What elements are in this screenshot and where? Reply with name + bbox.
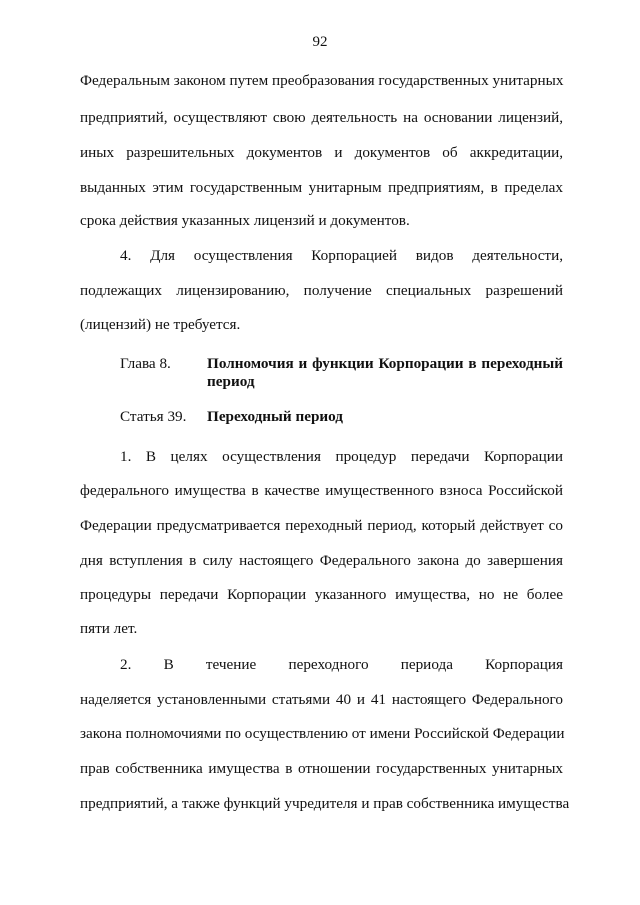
chapter-title-continued: период (207, 373, 255, 390)
page-number: 92 (312, 34, 328, 50)
text-line: дня вступления в силу настоящего Федерального закона до завершения (80, 552, 563, 569)
text-line: 4. Для осуществления Корпорацией видов деятельности, (120, 247, 563, 264)
text-line: наделяется установленными статьями 40 и 41 настоящего Федерального (80, 691, 563, 708)
chapter-label: Глава 8. (120, 355, 171, 372)
text-line: процедуры передачи Корпорации указанного имущества, но не более (80, 586, 563, 603)
text-line: предприятий, а также функций учредителя и прав собственника имущества (80, 795, 570, 812)
text-line: пяти лет. (80, 620, 138, 637)
text-line: закона полномочиями по осуществлению от имени Российской Федерации (80, 725, 565, 742)
text-line: прав собственника имущества в отношении государственных унитарных (80, 760, 563, 777)
text-line: выданных этим государственным унитарным предприятиям, в пределах (80, 179, 563, 196)
article-title: Переходный период (207, 408, 343, 425)
text-line: 2. В течение переходного периода Корпорация (120, 656, 563, 673)
article-label: Статья 39. (120, 408, 187, 425)
chapter-title: Полномочия и функции Корпорации в переходный (207, 355, 563, 372)
text-line: срока действия указанных лицензий и документов. (80, 212, 410, 229)
text-line: 1. В целях осуществления процедур передачи Корпорации (120, 448, 563, 465)
text-line: Федеральным законом путем преобразования государственных унитарных (80, 72, 564, 89)
text-line: (лицензий) не требуется. (80, 316, 241, 333)
text-line: федерального имущества в качестве имущественного взноса Российской (80, 482, 563, 499)
text-line: Федерации предусматривается переходный период, который действует со (80, 517, 563, 534)
text-line: предприятий, осуществляют свою деятельность на основании лицензий, (80, 109, 563, 126)
text-line: подлежащих лицензированию, получение специальных разрешений (80, 282, 563, 299)
text-line: иных разрешительных документов и документов об аккредитации, (80, 144, 563, 161)
